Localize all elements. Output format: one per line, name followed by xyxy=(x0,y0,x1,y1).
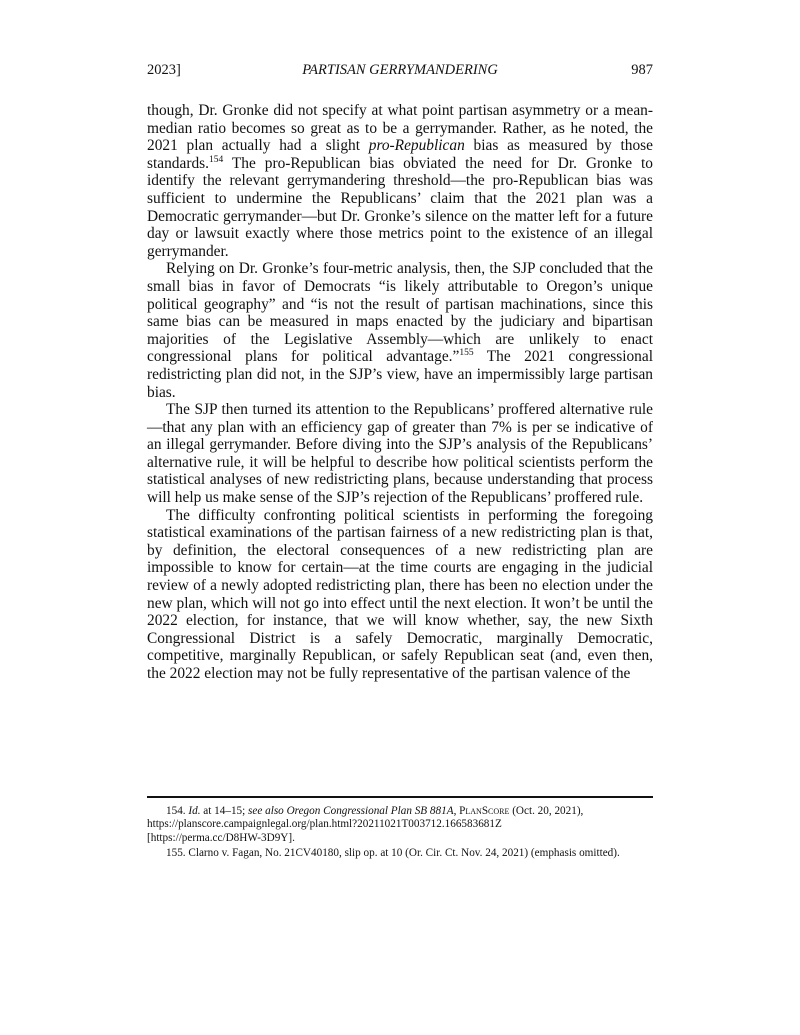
header-year: 2023] xyxy=(147,62,181,78)
footnotes xyxy=(147,805,653,863)
footnote-number: 154. xyxy=(166,805,186,817)
emphasis: pro-Republican xyxy=(368,137,465,155)
emphasis: Id. xyxy=(188,805,201,817)
footnote-number: 155. xyxy=(166,847,186,860)
paragraph: The difficulty confronting political scientists in performing the foregoing statistical examinations of the partisan fairness of a new redistricting plan is that, by definition, the electoral consequences of a new redistricting plan are impossible to know for certain—at the time courts are engaging in the judicial review of a newly adopted redistricting plan, there has been no election under the new plan, which will not go into effect until the next election. It won’t be until the 2022 election, for instance, that we will know whether, say, the new Sixth Congressional District is a safely Democratic, marginally Democratic, competitive, marginally Republican, or safely Republican seat (and, even then, the 2022 election may not be fully representative of the partisan valence of the xyxy=(147,506,653,682)
running-header xyxy=(147,62,653,80)
footnote-ref[interactable]: 154 xyxy=(208,154,224,165)
perma-link[interactable]: [https://perma.cc/D8HW-3D9Y]. xyxy=(147,831,295,844)
text: at 14–15; xyxy=(200,805,249,817)
text: bias as measured by those standards. xyxy=(147,137,653,172)
page-number: 987 xyxy=(631,62,653,78)
footnote-155 xyxy=(147,847,653,860)
text: Relying on Dr. Gronke’s four-metric analysis, then, the SJP concluded that the small bias in favor of Democrats “is likely attributable to Oregon’s unique political geography” and “is not the result of partisan machinations, since this same bias can be measured in maps enacted by the judiciary and bipartisan majorities of the Legislative Assembly—which are unlikely to enact congressional plans for political advantage.” xyxy=(147,260,653,366)
url-link[interactable]: https://planscore.campaignlegal.org/plan.html?20211021T003712.166583681Z xyxy=(147,818,502,831)
text: Clarno v. Fagan, No. 21CV40180, slip op. at 10 (Or. Cir. Ct. Nov. 24, 2021) (emphasis omitted). xyxy=(188,847,620,860)
text: though, Dr. Gronke did not specify at what point partisan asymmetry or a mean-median ratio becomes so great as to be a gerrymander. Rather, as he noted, the 2021 plan actually had a slight xyxy=(147,102,653,155)
paragraph xyxy=(147,102,653,260)
paragraph xyxy=(147,260,653,401)
header-title: PARTISAN GERRYMANDERING xyxy=(302,62,498,78)
footnote-ref[interactable]: 155 xyxy=(459,348,474,359)
text: The 2021 congressional redistricting plan did not, in the SJP’s view, have an impermissibly large partisan bias. xyxy=(147,348,653,401)
body-text xyxy=(147,102,653,683)
source-name: PlanScore xyxy=(459,805,510,817)
text: (Oct. 20, 2021), xyxy=(509,805,584,817)
paragraph: The SJP then turned its attention to the Republicans’ proffered alternative rule—that any plan with an efficiency gap of greater than 7% is per se indicative of an illegal gerrymander. Before diving into the SJP’s analysis of the Republicans’ alternative rule, it will be helpful to describe how political scientists perform the statistical analyses of new redistricting plans, because understanding that process will help us make sense of the SJP’s rejection of the Republicans’ proffered rule. xyxy=(147,401,653,507)
text: , xyxy=(453,805,460,817)
footnote-divider xyxy=(147,796,653,798)
emphasis: see also Oregon Congressional Plan SB 881A xyxy=(248,805,454,817)
footnote-154 xyxy=(147,805,653,845)
text: The pro-Republican bias obviated the need for Dr. Gronke to identify the relevant gerrymandering threshold—the pro-Republican bias was sufficient to undermine the Republicans’ claim that the 2021 plan was a Democratic gerrymander—but Dr. Gronke’s silence on the matter left for a future day or lawsuit exactly where those metrics point to the existence of an illegal gerrymander. xyxy=(147,154,653,260)
